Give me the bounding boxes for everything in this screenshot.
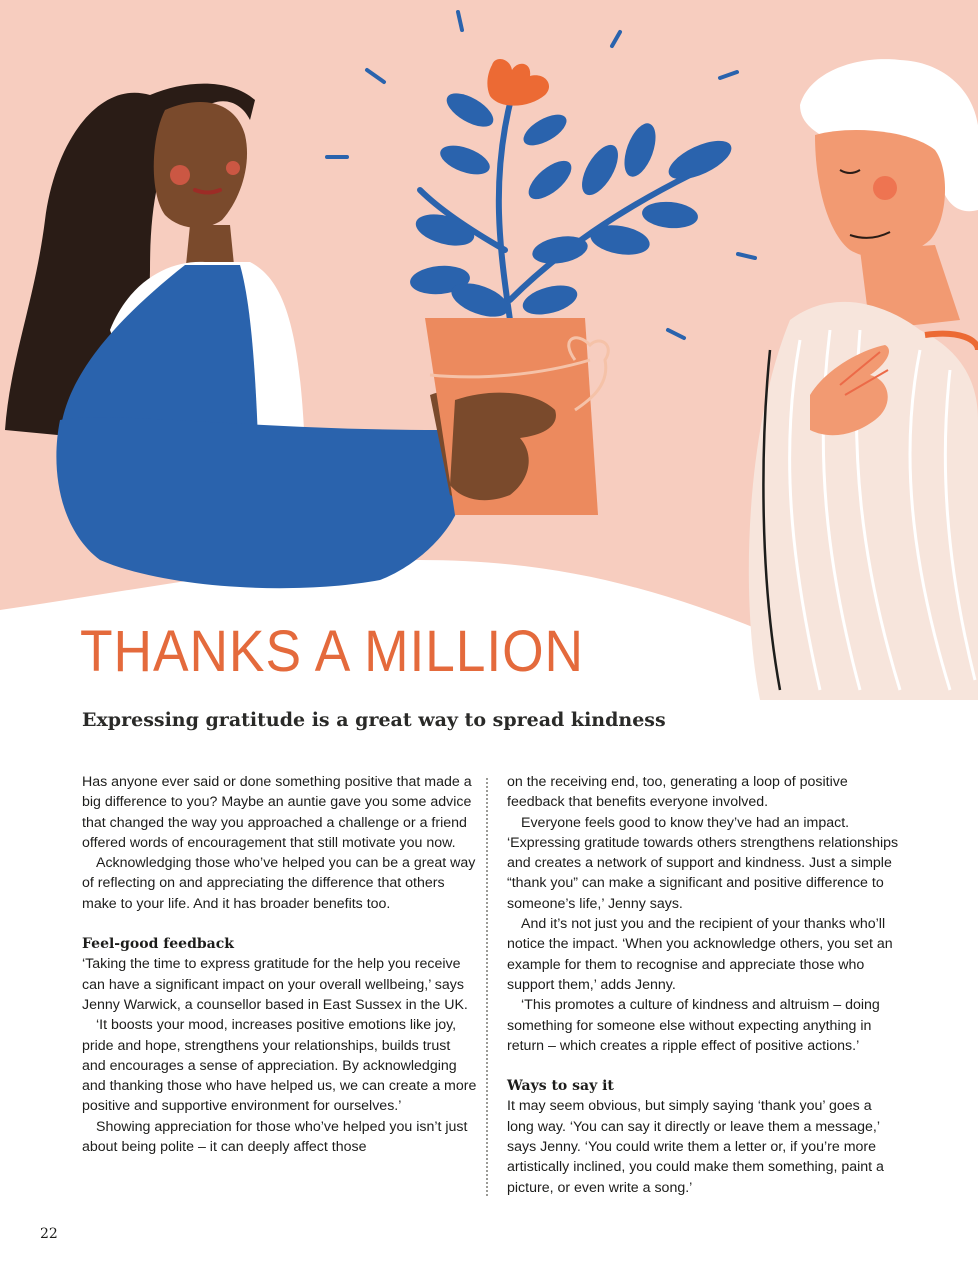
- paragraph: Showing appreciation for those who’ve helped you isn’t just about being polite – it can deeply affect those: [82, 1118, 468, 1156]
- paragraph: ‘This promotes a culture of kindness and altruism – doing something for someone else without expecting anything in return – which creates a ripple effect of positive actions.’: [507, 997, 880, 1054]
- paragraph: Everyone feels good to know they’ve had an impact. ‘Expressing gratitude towards others strengthens relationships and creates a network of support and kindness. Just a simple “thank you” can make a significant and positive difference to someone’s life,’ Jenny says.: [507, 814, 899, 912]
- column-divider: [486, 778, 488, 1196]
- paragraph: ‘Taking the time to express gratitude for the help you receive can have a significant impact on your overall wellbeing,’ says Jenny Warwick, a counsellor based in East Sussex in the UK.: [82, 956, 468, 1013]
- woman-arm: [56, 417, 465, 588]
- woman-cheek: [170, 165, 190, 185]
- page-number: 22: [40, 1226, 58, 1242]
- section-heading: Ways to say it: [507, 1078, 614, 1095]
- right-column: [507, 772, 902, 1198]
- paragraph: It may seem obvious, but simply saying ‘thank you’ goes a long way. ‘You can say it directly or leave them a message,’ says Jenny. ‘You could write them a letter or, if you’re more artistically inclined, you could make them something, paint a picture, or even write a song.’: [507, 1098, 884, 1196]
- article-title: THANKS A MILLION: [80, 619, 585, 684]
- paragraph: Has anyone ever said or done something positive that made a big difference to you? Maybe an auntie gave you some advice that changed the way you approached a challenge or a friend offered words of encouragement that still motivate you now.: [82, 774, 472, 851]
- article-subtitle: Expressing gratitude is a great way to spread kindness: [82, 709, 666, 731]
- paragraph: And it’s not just you and the recipient of your thanks who’ll notice the impact. ‘When you acknowledge others, you set an example for them to recognise and appreciate those who support them,’ adds Jenny.: [507, 916, 893, 993]
- section-heading: Feel-good feedback: [82, 936, 234, 953]
- paragraph: ‘It boosts your mood, increases positive emotions like joy, pride and hope, strengthens your relationships, builds trust and encourages a sense of appreciation. By acknowledging and thanking those who have helped us, we can create a more positive and supportive environment for ourselves.’: [82, 1017, 477, 1115]
- paragraph: on the receiving end, too, generating a loop of positive feedback that benefits everyone involved.: [507, 774, 848, 811]
- left-column: [82, 772, 477, 1157]
- paragraph: Acknowledging those who’ve helped you can be a great way of reflecting on and appreciating the difference that others make to your life. And it has broader benefits too.: [82, 855, 476, 912]
